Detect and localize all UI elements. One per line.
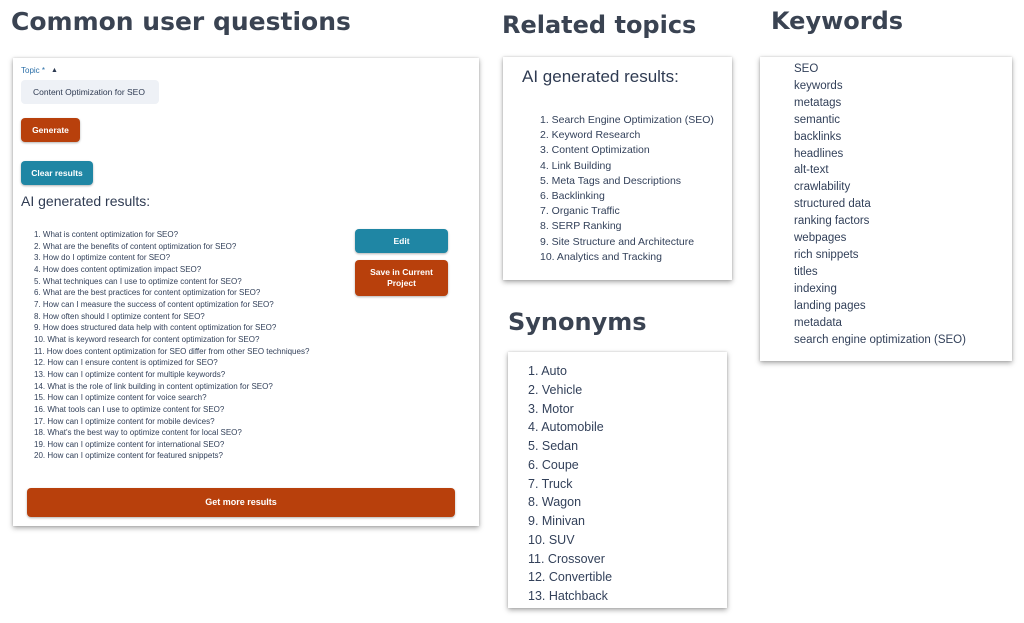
related-topic-item: 2. Keyword Research	[540, 129, 641, 142]
keyword-item: crawlability	[794, 181, 851, 194]
keyword-item: landing pages	[794, 299, 866, 312]
keyword-item: titles	[794, 265, 818, 278]
question-item: 5. What techniques can I use to optimize content for SEO?	[34, 276, 242, 286]
synonym-item: 5. Sedan	[528, 439, 579, 453]
question-item: 20. How can I optimize content for featured snippets?	[34, 451, 223, 461]
question-item: 15. How can I optimize content for voice search?	[34, 393, 207, 403]
keywords-list	[794, 61, 966, 348]
keyword-item: search engine optimization (SEO)	[794, 333, 966, 346]
synonyms-heading: Synonyms	[508, 308, 647, 336]
related-topic-item: 5. Meta Tags and Descriptions	[540, 174, 682, 187]
related-topics-panel	[503, 57, 732, 280]
question-item: 16. What tools can I use to optimize content for SEO?	[34, 404, 225, 414]
synonym-item: 11. Crossover	[528, 551, 605, 566]
edit-button[interactable]: Edit	[355, 229, 448, 253]
keyword-item: backlinks	[794, 130, 842, 143]
synonym-item: 13. Hatchback	[528, 589, 608, 603]
related-topic-item: 3. Content Optimization	[540, 144, 650, 157]
synonyms-list	[528, 362, 612, 606]
related-topic-item: 1. Search Engine Optimization (SEO)	[540, 114, 714, 126]
related-topics-heading: Related topics	[502, 11, 697, 39]
get-more-results-button[interactable]: Get more results	[27, 488, 455, 517]
keyword-item: semantic	[794, 113, 841, 126]
synonym-item: 12. Convertible	[528, 570, 613, 585]
related-topics-list	[540, 113, 714, 265]
caret-up-icon[interactable]: ▲	[51, 67, 58, 74]
keyword-item: indexing	[794, 282, 837, 295]
synonym-item: 6. Coupe	[528, 457, 579, 472]
related-topic-item: 4. Link Building	[540, 159, 612, 172]
question-item: 12. How can I ensure content is optimized for SEO?	[34, 358, 218, 368]
question-item: 17. How can I optimize content for mobile devices?	[34, 416, 215, 426]
question-item: 6. What are the best practices for content optimization for SEO?	[34, 288, 261, 298]
related-results-title: AI generated results:	[522, 67, 679, 86]
results-title: AI generated results:	[21, 193, 151, 209]
common-user-questions-heading: Common user questions	[11, 7, 351, 36]
keyword-item: keywords	[794, 79, 843, 92]
question-item: 7. How can I measure the success of content optimization for SEO?	[34, 299, 274, 309]
question-item: 13. How can I optimize content for multiple keywords?	[34, 369, 226, 379]
question-item: 9. How does structured data help with content optimization for SEO?	[34, 323, 277, 333]
question-item: 19. How can I optimize content for international SEO?	[34, 439, 225, 449]
keyword-item: structured data	[794, 198, 871, 211]
synonym-item: 7. Truck	[528, 476, 573, 491]
synonym-item: 8. Wagon	[528, 495, 582, 510]
questions-list	[34, 229, 354, 462]
keyword-item: metatags	[794, 96, 842, 109]
synonym-item: 4. Automobile	[528, 420, 604, 435]
synonym-item: 10. SUV	[528, 532, 575, 547]
topic-label-text: Topic *	[21, 66, 46, 75]
keywords-panel	[760, 57, 1012, 361]
synonyms-panel	[508, 352, 727, 608]
clear-results-button[interactable]: Clear results	[21, 161, 93, 185]
synonym-item: 2. Vehicle	[528, 382, 583, 397]
topic-input[interactable]	[21, 80, 159, 104]
question-item: 18. What's the best way to optimize content for local SEO?	[34, 428, 242, 438]
question-item: 4. How does content optimization impact SEO?	[34, 264, 202, 274]
generate-button[interactable]: Generate	[21, 118, 80, 142]
related-topic-item: 10. Analytics and Tracking	[540, 250, 662, 263]
related-topic-item: 9. Site Structure and Architecture	[540, 235, 695, 248]
question-item: 8. How often should I optimize content for SEO?	[34, 311, 205, 321]
synonym-item: 9. Minivan	[528, 514, 585, 528]
question-item: 10. What is keyword research for content optimization for SEO?	[34, 334, 260, 344]
question-item: 3. How do I optimize content for SEO?	[34, 253, 171, 263]
synonym-item: 1. Auto	[528, 364, 567, 378]
keyword-item: SEO	[794, 63, 819, 75]
question-item: 1. What is content optimization for SEO?	[34, 230, 179, 239]
topic-label	[21, 66, 58, 75]
related-topic-item: 7. Organic Traffic	[540, 205, 620, 218]
keyword-item: metadata	[794, 316, 842, 329]
related-topic-item: 8. SERP Ranking	[540, 220, 622, 233]
question-item: 2. What are the benefits of content optimization for SEO?	[34, 241, 237, 251]
common-questions-panel	[13, 58, 479, 526]
synonym-item: 3. Motor	[528, 401, 574, 416]
keywords-heading: Keywords	[771, 7, 904, 35]
keyword-item: headlines	[794, 147, 844, 160]
keyword-item: rich snippets	[794, 248, 859, 261]
keyword-item: ranking factors	[794, 215, 870, 228]
keyword-item: alt-text	[794, 164, 829, 177]
question-item: 14. What is the role of link building in content optimization for SEO?	[34, 381, 273, 391]
related-topic-item: 6. Backlinking	[540, 190, 605, 203]
save-in-project-button[interactable]: Save in Current Project	[355, 260, 448, 296]
keyword-item: webpages	[794, 232, 847, 245]
question-item: 11. How does content optimization for SEO differ from other SEO techniques?	[34, 346, 310, 356]
